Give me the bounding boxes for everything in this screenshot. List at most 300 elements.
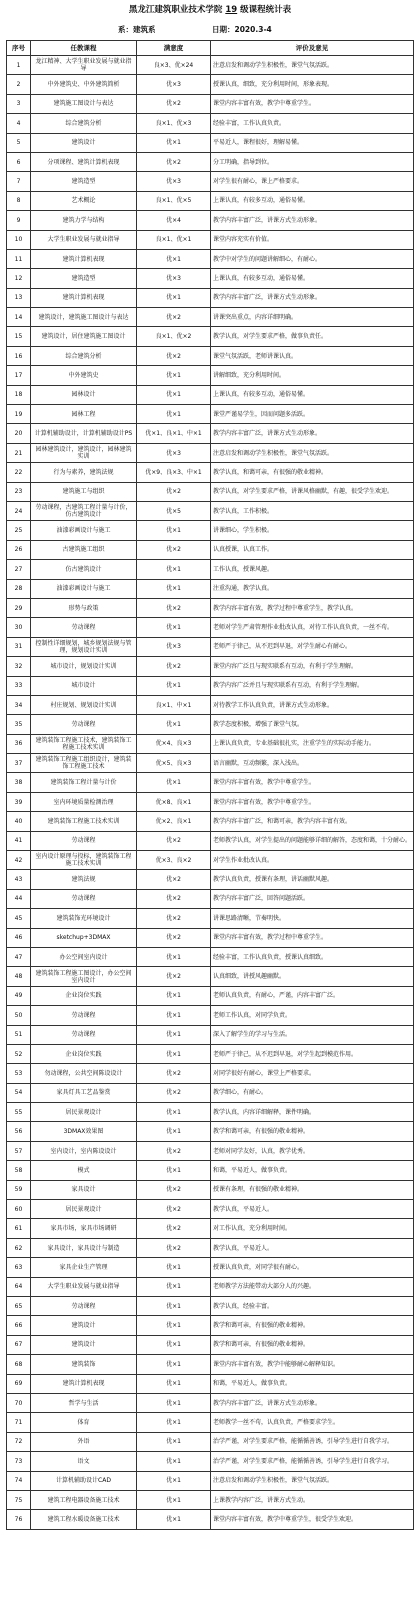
comment: 课堂严谨易学生，因而问题多活跃。 bbox=[211, 405, 414, 424]
satisfaction: 优×2 bbox=[137, 1141, 211, 1160]
table-row bbox=[7, 482, 414, 501]
course-table bbox=[6, 40, 414, 1530]
comment: 注重沟通，教学认真。 bbox=[211, 579, 414, 598]
table-row bbox=[7, 288, 414, 307]
comment: 教学内容丰富广泛，和蔼可亲，教学内容丰富有效。 bbox=[211, 812, 414, 831]
satisfaction: 优×1 bbox=[137, 986, 211, 1005]
satisfaction: 优×1 bbox=[137, 1471, 211, 1490]
row-number: 12 bbox=[7, 269, 31, 288]
table-row bbox=[7, 75, 414, 94]
table-row bbox=[7, 463, 414, 482]
row-number: 68 bbox=[7, 1355, 31, 1374]
table-row bbox=[7, 676, 414, 695]
course-name: 哲学与生活 bbox=[31, 1393, 137, 1412]
table-row bbox=[7, 657, 414, 676]
course-name: 室内设计，室内陈设设计 bbox=[31, 1141, 137, 1160]
satisfaction: 优×2 bbox=[137, 152, 211, 171]
satisfaction: 优×2 bbox=[137, 967, 211, 986]
course-name: 劳动课程 bbox=[31, 1006, 137, 1025]
satisfaction: 优×2 bbox=[137, 94, 211, 113]
table-row bbox=[7, 889, 414, 908]
row-number: 5 bbox=[7, 133, 31, 152]
comment: 老师教学认真，对学生提出的问题能够详细的解答，态度和蔼，十分耐心。 bbox=[211, 831, 414, 850]
comment: 注意启发和调动学生积极性，课堂气氛活跃。 bbox=[211, 443, 414, 462]
satisfaction: 良×1、优×5 bbox=[137, 191, 211, 210]
row-number: 73 bbox=[7, 1452, 31, 1471]
table-row bbox=[7, 114, 414, 133]
satisfaction: 优×1 bbox=[137, 618, 211, 637]
comment: 教学内容丰富广泛，讲课方式生动形象。 bbox=[211, 1393, 414, 1412]
comment: 课堂内容丰富有效，教学中尊重学生，很受学生欢迎。 bbox=[211, 1510, 414, 1529]
course-name: 园林工程 bbox=[31, 405, 137, 424]
table-row bbox=[7, 1335, 414, 1354]
table-row bbox=[7, 598, 414, 617]
row-number: 66 bbox=[7, 1316, 31, 1335]
satisfaction: 优×1 bbox=[137, 1297, 211, 1316]
course-name: 劳动课程 bbox=[31, 1297, 137, 1316]
date-value: 2020.3-4 bbox=[234, 25, 272, 34]
table-row bbox=[7, 501, 414, 520]
row-number: 35 bbox=[7, 715, 31, 734]
table-row bbox=[7, 191, 414, 210]
course-name: 劳动课程，古建筑工程计量与计价，仿古建筑设计 bbox=[31, 501, 137, 520]
table-row bbox=[7, 734, 414, 753]
comment: 老师认真负责，有耐心，严谨，内容丰富广泛。 bbox=[211, 986, 414, 1005]
table-row bbox=[7, 1471, 414, 1490]
table-row bbox=[7, 715, 414, 734]
table-row bbox=[7, 1044, 414, 1063]
satisfaction: 优×2 bbox=[137, 831, 211, 850]
table-row bbox=[7, 947, 414, 966]
course-name: 居民景观设计 bbox=[31, 1103, 137, 1122]
row-number: 47 bbox=[7, 947, 31, 966]
satisfaction: 优×1 bbox=[137, 1335, 211, 1354]
table-row bbox=[7, 521, 414, 540]
course-name: 仿古建筑设计 bbox=[31, 560, 137, 579]
course-name: 建筑设计 bbox=[31, 133, 137, 152]
row-number: 1 bbox=[7, 56, 31, 75]
comment: 教学认真负责，授课有条理，讲话幽默风趣。 bbox=[211, 870, 414, 889]
satisfaction: 优×9、良×3、中×1 bbox=[137, 463, 211, 482]
comment: 老师对学生严肃管理作业批改认真，对待工作认真负责，一丝不苟。 bbox=[211, 618, 414, 637]
table-row bbox=[7, 928, 414, 947]
satisfaction: 优×1 bbox=[137, 288, 211, 307]
row-number: 57 bbox=[7, 1141, 31, 1160]
page-title bbox=[0, 3, 420, 17]
course-name: 家具设计 bbox=[31, 1180, 137, 1199]
comment: 教学认真，对学生要求严格，做事负责任。 bbox=[211, 327, 414, 346]
course-name: 综合建筑分析 bbox=[31, 114, 137, 133]
satisfaction: 优×8、良×1 bbox=[137, 792, 211, 811]
row-number: 72 bbox=[7, 1432, 31, 1451]
table-row bbox=[7, 269, 414, 288]
table-row bbox=[7, 851, 414, 870]
row-number: 34 bbox=[7, 695, 31, 714]
table-row bbox=[7, 754, 414, 773]
satisfaction: 优×2 bbox=[137, 1180, 211, 1199]
satisfaction: 优×1 bbox=[137, 1161, 211, 1180]
comment: 授课认真，细致，充分利用时间，形象表现。 bbox=[211, 75, 414, 94]
table-row bbox=[7, 1238, 414, 1257]
satisfaction: 优×1 bbox=[137, 1452, 211, 1471]
course-name: 建筑计算机表现 bbox=[31, 1374, 137, 1393]
satisfaction: 优×1 bbox=[137, 1122, 211, 1141]
comment: 平易近人，课程很好，理解易懂。 bbox=[211, 133, 414, 152]
course-name: 模式 bbox=[31, 1161, 137, 1180]
satisfaction: 优×2 bbox=[137, 540, 211, 559]
table-row bbox=[7, 249, 414, 268]
comment: 老师工作认真，对同学负责。 bbox=[211, 1006, 414, 1025]
course-name: 建筑工程水暖设备施工技术 bbox=[31, 1510, 137, 1529]
satisfaction: 优×2、良×1 bbox=[137, 812, 211, 831]
comment: 对学生作业批改认真。 bbox=[211, 851, 414, 870]
row-number: 4 bbox=[7, 114, 31, 133]
row-number: 25 bbox=[7, 521, 31, 540]
column-header-course: 任教课程 bbox=[31, 41, 137, 56]
comment: 教学认真，工作积极。 bbox=[211, 501, 414, 520]
comment: 课堂内容丰富有效，教学中能够耐心解释知识。 bbox=[211, 1355, 414, 1374]
course-name: 古建筑施工组织 bbox=[31, 540, 137, 559]
row-number: 50 bbox=[7, 1006, 31, 1025]
row-number: 63 bbox=[7, 1258, 31, 1277]
course-name: 居民景观设计 bbox=[31, 1200, 137, 1219]
row-number: 20 bbox=[7, 424, 31, 443]
comment: 教学和蔼可亲，有很强的敬业精神。 bbox=[211, 1335, 414, 1354]
table-row bbox=[7, 1316, 414, 1335]
course-name: 油漆彩画设计与施工 bbox=[31, 579, 137, 598]
table-row bbox=[7, 405, 414, 424]
satisfaction: 优×1、良×1、中×1 bbox=[137, 424, 211, 443]
satisfaction: 优×1 bbox=[137, 1044, 211, 1063]
course-name: 家具灯具工艺品鉴赏 bbox=[31, 1083, 137, 1102]
comment: 课堂内容丰富有效，教学中尊重学生。 bbox=[211, 792, 414, 811]
table-row bbox=[7, 133, 414, 152]
comment: 上课教学内容广泛，讲课方式生动。 bbox=[211, 1490, 414, 1509]
comment: 教学认真，内容详细解释，课件明确。 bbox=[211, 1103, 414, 1122]
comment: 课堂内容丰富有效，教学过程中尊重学生。 bbox=[211, 928, 414, 947]
course-name: 劳动课程 bbox=[31, 831, 137, 850]
table-row bbox=[7, 327, 414, 346]
satisfaction: 优×2 bbox=[137, 657, 211, 676]
table-row bbox=[7, 773, 414, 792]
row-number: 65 bbox=[7, 1297, 31, 1316]
satisfaction: 优×1 bbox=[137, 1277, 211, 1296]
comment: 讲课细心，学生积极。 bbox=[211, 521, 414, 540]
table-row bbox=[7, 967, 414, 986]
course-name: 村庄规划、规划设计实训 bbox=[31, 695, 137, 714]
satisfaction: 优×1 bbox=[137, 405, 211, 424]
course-name: 语文 bbox=[31, 1452, 137, 1471]
comment: 课堂内容丰富有效，教学中尊重学生。 bbox=[211, 94, 414, 113]
row-number: 36 bbox=[7, 734, 31, 753]
comment: 和蔼，平易近人，做事负责。 bbox=[211, 1374, 414, 1393]
comment: 上课认真负责，专业基础很扎实，注重学生的实际动手能力。 bbox=[211, 734, 414, 753]
comment: 授课有条理，有很强的敬业精神。 bbox=[211, 1180, 414, 1199]
satisfaction: 优×1 bbox=[137, 947, 211, 966]
table-header-row bbox=[7, 41, 414, 56]
comment: 上课认真，有较多互动，通俗易懂。 bbox=[211, 385, 414, 404]
course-name: 建筑装饰 bbox=[31, 1355, 137, 1374]
row-number: 60 bbox=[7, 1200, 31, 1219]
title-suffix: 级课程统计表 bbox=[240, 5, 292, 15]
table-row bbox=[7, 1297, 414, 1316]
course-name: 建筑装饰工程施工组织设计，建筑装饰工程施工技术 bbox=[31, 754, 137, 773]
course-name: 企业岗位实践 bbox=[31, 986, 137, 1005]
comment: 老师教学一丝不苟，认真负责，严格要求学生。 bbox=[211, 1413, 414, 1432]
comment: 老师严于律己，从不迟到早退，对学生耐心有耐心。 bbox=[211, 637, 414, 656]
course-name: 大学生职业发展与就业指导 bbox=[31, 230, 137, 249]
comment: 课堂气氛活跃，老师讲课认真。 bbox=[211, 346, 414, 365]
row-number: 23 bbox=[7, 482, 31, 501]
comment: 对待教学工作认真负责，讲课方式生动形象。 bbox=[211, 695, 414, 714]
department-label: 系： bbox=[118, 25, 133, 34]
row-number: 75 bbox=[7, 1490, 31, 1509]
satisfaction: 优×2 bbox=[137, 870, 211, 889]
satisfaction: 优×3、良×2 bbox=[137, 851, 211, 870]
comment: 注意启发和调动学生积极性，课堂气氛活跃。 bbox=[211, 1471, 414, 1490]
table-row bbox=[7, 579, 414, 598]
course-name: 体育 bbox=[31, 1413, 137, 1432]
comment: 教学内容丰富广泛，讲课方式生动形象。 bbox=[211, 288, 414, 307]
satisfaction: 优×2 bbox=[137, 308, 211, 327]
course-name: 形势与政策 bbox=[31, 598, 137, 617]
satisfaction: 优×1 bbox=[137, 133, 211, 152]
comment: 教学认真，和蔼可亲，有很强的敬业精神。 bbox=[211, 463, 414, 482]
satisfaction: 良×1、优×1 bbox=[137, 230, 211, 249]
comment: 讲解细致，充分利用时间。 bbox=[211, 366, 414, 385]
comment: 讲课突出重点，内容详细明确。 bbox=[211, 308, 414, 327]
course-name: 劳动课程 bbox=[31, 1025, 137, 1044]
row-number: 3 bbox=[7, 94, 31, 113]
course-name: 控制性详细规划，城乡规划法规与管理，规划设计实训 bbox=[31, 637, 137, 656]
row-number: 69 bbox=[7, 1374, 31, 1393]
comment: 注意启发和调动学生积极性，课堂气氛活跃。 bbox=[211, 56, 414, 75]
course-name: 建筑法规 bbox=[31, 870, 137, 889]
comment: 教学认真，经验丰富。 bbox=[211, 1297, 414, 1316]
course-name: 勿动课程，公共空间陈设设计 bbox=[31, 1064, 137, 1083]
row-number: 21 bbox=[7, 443, 31, 462]
course-name: 中外建筑史、中外建筑简析 bbox=[31, 75, 137, 94]
satisfaction: 优×2 bbox=[137, 909, 211, 928]
satisfaction: 优×3 bbox=[137, 269, 211, 288]
row-number: 51 bbox=[7, 1025, 31, 1044]
course-name: 计算机辅助设计，计算机辅助设计PS bbox=[31, 424, 137, 443]
table-row bbox=[7, 1393, 414, 1412]
comment: 治学严谨，对学生要求严格，能循循善诱，引导学生进行自我学习。 bbox=[211, 1452, 414, 1471]
table-row bbox=[7, 1355, 414, 1374]
course-name: 龙江精神、大学生职业发展与就业指导 bbox=[31, 56, 137, 75]
satisfaction: 优×1 bbox=[137, 1006, 211, 1025]
satisfaction: 优×1 bbox=[137, 249, 211, 268]
table-row bbox=[7, 94, 414, 113]
satisfaction: 优×1 bbox=[137, 1316, 211, 1335]
comment: 认真授课，认真工作。 bbox=[211, 540, 414, 559]
course-name: 办公空间室内设计 bbox=[31, 947, 137, 966]
satisfaction: 优×1 bbox=[137, 366, 211, 385]
row-number: 58 bbox=[7, 1161, 31, 1180]
course-name: 室内环境质量检测治理 bbox=[31, 792, 137, 811]
row-number: 40 bbox=[7, 812, 31, 831]
comment: 教学认真，对学生要求严格，讲课风格幽默，有趣，很受学生欢迎。 bbox=[211, 482, 414, 501]
course-name: 大学生职业发展与就业指导 bbox=[31, 1277, 137, 1296]
table-row bbox=[7, 211, 414, 230]
table-row bbox=[7, 986, 414, 1005]
table-row bbox=[7, 831, 414, 850]
course-name: 建筑施工图设计与表达 bbox=[31, 94, 137, 113]
comment: 教学认真，平易近人。 bbox=[211, 1200, 414, 1219]
satisfaction: 良×1、优×2 bbox=[137, 327, 211, 346]
satisfaction: 优×1 bbox=[137, 385, 211, 404]
comment: 老师严于律己，从不迟到早退，对学生起到模范作用。 bbox=[211, 1044, 414, 1063]
row-number: 41 bbox=[7, 831, 31, 850]
course-name: 家具设计，家具设计与制造 bbox=[31, 1238, 137, 1257]
course-name: 外语 bbox=[31, 1432, 137, 1451]
department bbox=[118, 24, 156, 36]
row-number: 18 bbox=[7, 385, 31, 404]
table-row bbox=[7, 1200, 414, 1219]
table-row bbox=[7, 1510, 414, 1529]
row-number: 71 bbox=[7, 1413, 31, 1432]
row-number: 27 bbox=[7, 560, 31, 579]
course-name: 建筑设计，建筑施工图设计与表达 bbox=[31, 308, 137, 327]
course-name: 建筑力学与结构 bbox=[31, 211, 137, 230]
course-name: sketchup+3DMAX bbox=[31, 928, 137, 947]
date-label: 日期： bbox=[212, 25, 235, 34]
comment: 教学态度积极，增强了课堂气氛。 bbox=[211, 715, 414, 734]
table-row bbox=[7, 1064, 414, 1083]
table-row bbox=[7, 870, 414, 889]
comment: 语言幽默，互动频繁，深入浅出。 bbox=[211, 754, 414, 773]
table-row bbox=[7, 366, 414, 385]
satisfaction: 优×2 bbox=[137, 598, 211, 617]
row-number: 13 bbox=[7, 288, 31, 307]
title-school: 黑龙江建筑职业技术学院 bbox=[128, 5, 223, 15]
row-number: 38 bbox=[7, 773, 31, 792]
row-number: 53 bbox=[7, 1064, 31, 1083]
comment: 上课认真，有较多互动，通俗易懂。 bbox=[211, 269, 414, 288]
course-name: 家具企业生产管理 bbox=[31, 1258, 137, 1277]
row-number: 45 bbox=[7, 909, 31, 928]
table-row bbox=[7, 560, 414, 579]
row-number: 76 bbox=[7, 1510, 31, 1529]
row-number: 46 bbox=[7, 928, 31, 947]
course-name: 艺术概论 bbox=[31, 191, 137, 210]
course-name: 中外建筑史 bbox=[31, 366, 137, 385]
row-number: 15 bbox=[7, 327, 31, 346]
satisfaction: 优×5、良×3 bbox=[137, 754, 211, 773]
satisfaction: 优×2 bbox=[137, 889, 211, 908]
satisfaction: 优×2 bbox=[137, 482, 211, 501]
column-header-satisfaction: 满意度 bbox=[137, 41, 211, 56]
course-name: 建筑工程电器设备施工技术 bbox=[31, 1490, 137, 1509]
satisfaction: 优×1 bbox=[137, 1025, 211, 1044]
row-number: 8 bbox=[7, 191, 31, 210]
row-number: 48 bbox=[7, 967, 31, 986]
comment: 治学严谨，对学生要求严格，能循循善诱，引导学生进行自我学习。 bbox=[211, 1432, 414, 1451]
row-number: 14 bbox=[7, 308, 31, 327]
table-row bbox=[7, 1025, 414, 1044]
table-row bbox=[7, 424, 414, 443]
table-row bbox=[7, 637, 414, 656]
table-row bbox=[7, 1219, 414, 1238]
comment: 经验丰富，工作认真负责。 bbox=[211, 114, 414, 133]
row-number: 17 bbox=[7, 366, 31, 385]
course-name: 企业岗位实践 bbox=[31, 1044, 137, 1063]
course-name: 综合建筑分析 bbox=[31, 346, 137, 365]
course-name: 园林设计 bbox=[31, 385, 137, 404]
comment: 经验丰富，工作认真负责，授课认真细致。 bbox=[211, 947, 414, 966]
satisfaction: 良×1、中×1 bbox=[137, 695, 211, 714]
table-row bbox=[7, 230, 414, 249]
satisfaction: 优×5 bbox=[137, 501, 211, 520]
satisfaction: 优×1 bbox=[137, 715, 211, 734]
row-number: 62 bbox=[7, 1238, 31, 1257]
course-name: 建筑造型 bbox=[31, 269, 137, 288]
satisfaction: 优×2 bbox=[137, 1238, 211, 1257]
comment: 课堂内容广泛且与现实联系有互动，有利于学生理解。 bbox=[211, 657, 414, 676]
row-number: 52 bbox=[7, 1044, 31, 1063]
column-header-comment: 评价及意见 bbox=[211, 41, 414, 56]
row-number: 10 bbox=[7, 230, 31, 249]
row-number: 28 bbox=[7, 579, 31, 598]
row-number: 61 bbox=[7, 1219, 31, 1238]
satisfaction: 优×2 bbox=[137, 1083, 211, 1102]
table-row bbox=[7, 308, 414, 327]
row-number: 32 bbox=[7, 657, 31, 676]
satisfaction: 优×3 bbox=[137, 443, 211, 462]
comment: 教学和蔼可亲，有很强的敬业精神。 bbox=[211, 1316, 414, 1335]
satisfaction: 优×2 bbox=[137, 346, 211, 365]
title-grade: 19 bbox=[225, 5, 238, 15]
table-row bbox=[7, 909, 414, 928]
row-number: 43 bbox=[7, 870, 31, 889]
table-row bbox=[7, 385, 414, 404]
row-number: 42 bbox=[7, 851, 31, 870]
table-row bbox=[7, 172, 414, 191]
table-row bbox=[7, 1277, 414, 1296]
row-number: 44 bbox=[7, 889, 31, 908]
course-name: 分项课程、建筑计算机表现 bbox=[31, 152, 137, 171]
comment: 教学细心，有耐心。 bbox=[211, 1083, 414, 1102]
comment: 老师对同学友好，认真，教学优秀。 bbox=[211, 1141, 414, 1160]
row-number: 70 bbox=[7, 1393, 31, 1412]
row-number: 24 bbox=[7, 501, 31, 520]
comment: 教学和蔼可亲，有很强的敬业精神。 bbox=[211, 1122, 414, 1141]
satisfaction: 优×1 bbox=[137, 1355, 211, 1374]
table-row bbox=[7, 1490, 414, 1509]
course-name: 建筑装饰工程施工图设计，办公空间室内设计 bbox=[31, 967, 137, 986]
row-number: 39 bbox=[7, 792, 31, 811]
course-name: 园林建筑设计，建筑设计，园林建筑实训 bbox=[31, 443, 137, 462]
table-row bbox=[7, 1006, 414, 1025]
row-number: 55 bbox=[7, 1103, 31, 1122]
row-number: 54 bbox=[7, 1083, 31, 1102]
row-number: 19 bbox=[7, 405, 31, 424]
comment: 教学内容丰富广泛，讲课方式生动形象。 bbox=[211, 211, 414, 230]
satisfaction: 优×2 bbox=[137, 928, 211, 947]
satisfaction: 优×2 bbox=[137, 1064, 211, 1083]
course-name: 建筑设计，居住建筑施工图设计 bbox=[31, 327, 137, 346]
row-number: 6 bbox=[7, 152, 31, 171]
course-name: 3DMAX效果图 bbox=[31, 1122, 137, 1141]
row-number: 29 bbox=[7, 598, 31, 617]
comment: 教学中对学生的问题讲解细心，有耐心。 bbox=[211, 249, 414, 268]
course-name: 油漆彩画设计与施工 bbox=[31, 521, 137, 540]
comment: 深入了解学生的学习与生活。 bbox=[211, 1025, 414, 1044]
satisfaction: 优×1 bbox=[137, 1393, 211, 1412]
row-number: 33 bbox=[7, 676, 31, 695]
satisfaction: 优×2 bbox=[137, 1219, 211, 1238]
